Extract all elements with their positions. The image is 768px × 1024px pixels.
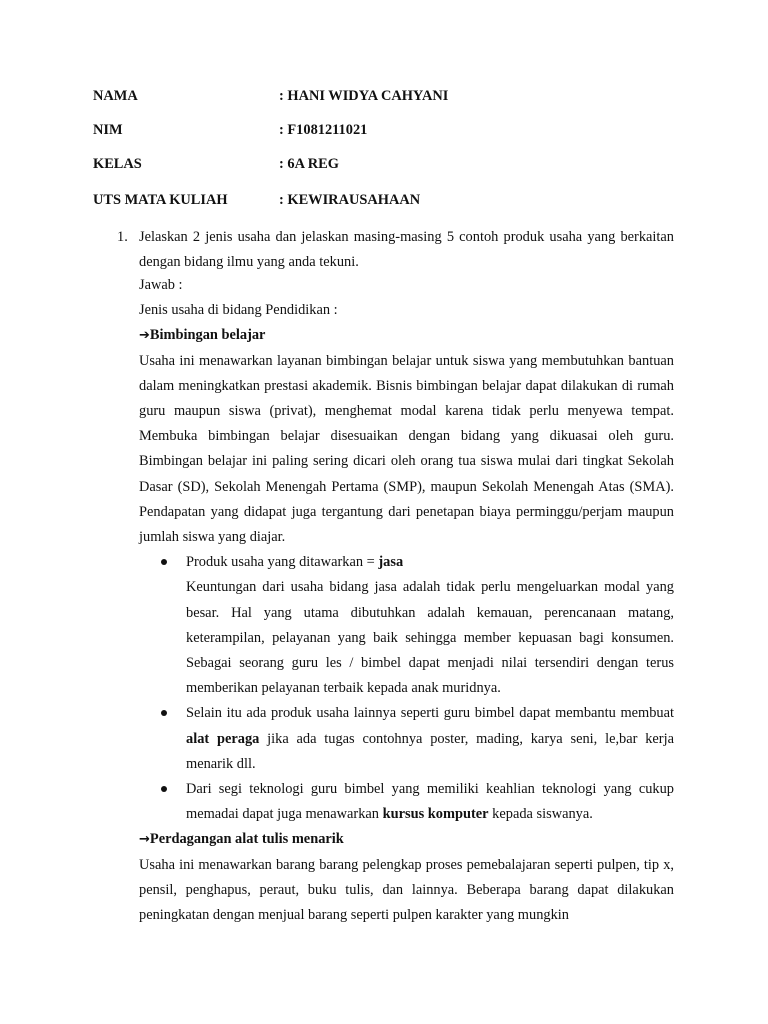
bullet-text: Selain itu ada produk usaha lainnya seperti guru bimbel dapat membantu membuat — [186, 705, 674, 722]
answer-intro: Jenis usaha di bidang Pendidikan : — [139, 302, 338, 319]
header-label: UTS MATA KULIAH — [93, 192, 228, 208]
arrow-right-icon: ➔ — [139, 328, 150, 344]
list-item — [139, 777, 674, 827]
header-value: : KEWIRAUSAHAAN — [279, 192, 421, 208]
header-label: KELAS — [93, 156, 142, 172]
list-item — [139, 701, 674, 777]
bullet-list — [139, 550, 674, 827]
list-item — [139, 550, 674, 701]
question-number: 1. — [117, 229, 128, 245]
bullet-text: Produk usaha yang ditawarkan = — [186, 554, 379, 571]
header-label: NIM — [93, 122, 123, 138]
header-value: : F1081211021 — [279, 122, 368, 138]
header-value: : HANI WIDYA CAHYANI — [279, 88, 449, 104]
bullet-text: kepada siswanya. — [488, 806, 593, 823]
bullet-bold-text: kursus komputer — [382, 806, 489, 823]
answer-label: Jawab : — [139, 277, 183, 293]
header-value: : 6A REG — [279, 156, 339, 172]
section-paragraph: Usaha ini menawarkan layanan bimbingan belajar untuk siswa yang membutuhkan bantuan dalam meningkatkan prestasi akademik. Bisnis bimbingan belajar dapat dilakukan di rumah guru maupun siswa (privat), menghemat modal karena tidak perlu menyewa tempat. Membuka bimbingan belajar disesuaikan dengan bidang yang dikuasai oleh guru. Bimbingan belajar ini paling sering dicari oleh orang tua siswa mulai dari tingkat Sekolah Dasar (SD), Sekolah Menengah Pertama (SMP), maupun Sekolah Menengah Atas (SMA). Pendapatan yang didapat juga tergantung dari penetapan biaya perminggu/perjam maupun jumlah siswa yang diajar. — [139, 352, 674, 546]
bullet-bold-text: jasa — [378, 554, 404, 571]
bullet-icon — [161, 786, 167, 792]
header-label: NAMA — [93, 88, 138, 104]
bullet-text: Dari segi teknologi guru bimbel yang memiliki keahlian teknologi yang cukup memadai dapat juga menawarkan — [186, 781, 674, 823]
section-heading-perdagangan — [139, 827, 674, 852]
section-title: Bimbingan belajar — [149, 327, 266, 344]
bullet-icon — [161, 559, 167, 565]
bullet-bold-text: alat peraga — [186, 730, 260, 747]
bullet-icon — [161, 710, 167, 716]
answer-body — [139, 273, 674, 928]
section-heading-bimbingan — [139, 323, 674, 348]
section-title: Perdagangan alat tulis menarik — [149, 831, 344, 848]
bullet-text: jika ada tugas contohnya poster, mading, karya seni, le,bar kerja menarik dll. — [186, 730, 674, 772]
bullet-detail: Keuntungan dari usaha bidang jasa adalah tidak perlu mengeluarkan modal yang besar. Hal yang utama dibutuhkan adalah kemauan, perencanaan matang, keterampilan, pelayanan yang baik sehingga member kepuasan bagi konsumen. Sebagai seorang guru les / bimbel dapat menjadi nilai tersendiri dengan terus memberikan pelayanan terbaik kepada anak muridnya. — [186, 579, 674, 697]
question-text: Jelaskan 2 jenis usaha dan jelaskan masing-masing 5 contoh produk usaha yang berkaitan dengan bidang ilmu yang anda tekuni. — [139, 229, 674, 271]
arrow-right-icon: → — [139, 832, 150, 848]
question-1 — [117, 225, 674, 275]
section-paragraph: Usaha ini menawarkan barang barang pelengkap proses pemebalajaran seperti pulpen, tip x, pensil, penghapus, peraut, buku tulis, dan lainnya. Beberapa barang dapat dilakukan peningkatan dengan menjual barang seperti pulpen karakter yang mungkin — [139, 856, 674, 924]
